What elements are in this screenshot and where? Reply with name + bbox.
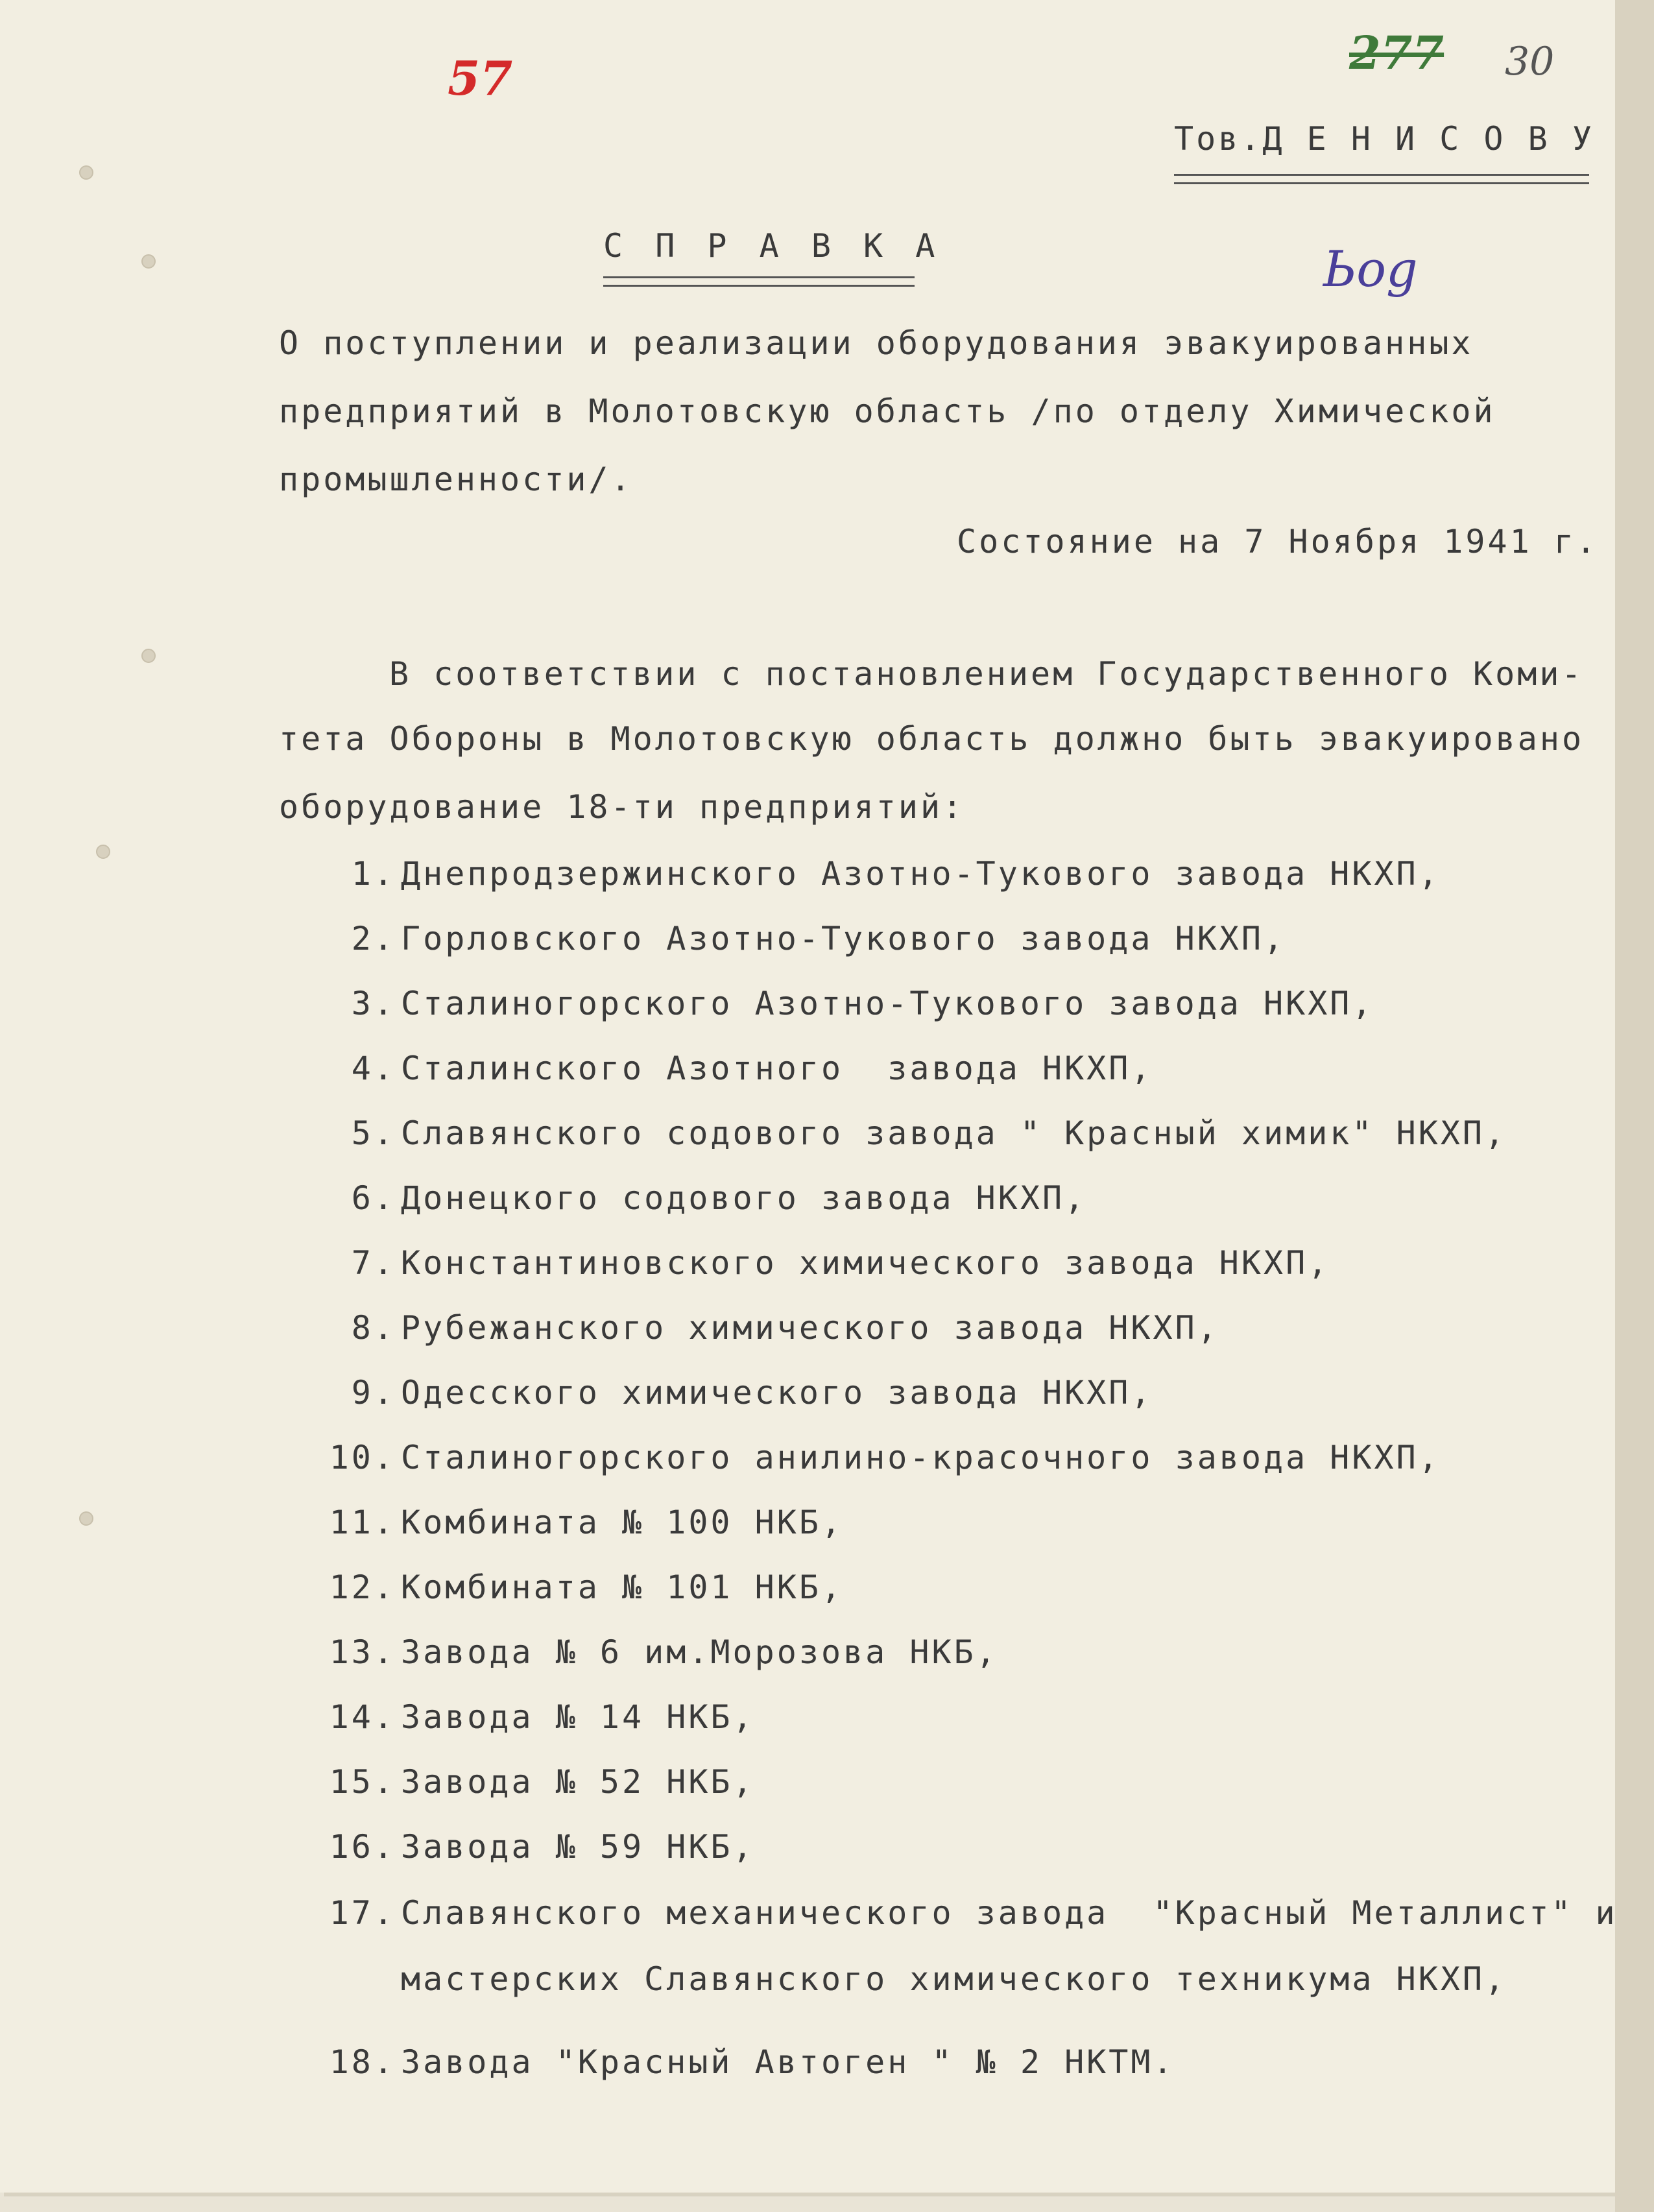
subject-line-1: О поступлении и реализации оборудования эвакуированных	[279, 324, 1474, 362]
addressee: Тов.Д Е Н И С О В У	[1174, 120, 1594, 158]
list-item-text: Сталиногорского Азотно-Тукового завода НКХП,	[401, 985, 1374, 1022]
intro-line-3: оборудование 18-ти предприятий:	[279, 788, 965, 826]
list-item-text: Завода № 59 НКБ,	[401, 1828, 755, 1866]
list-item-text: Комбината № 101 НКБ,	[401, 1569, 844, 1606]
list-item-number: 7.	[351, 1244, 396, 1282]
list-item-text: Славянского механического завода "Красный Металлист" и	[401, 1894, 1618, 1932]
list-item-number: 16.	[329, 1828, 396, 1866]
archive-number-pencil: 30	[1505, 39, 1555, 84]
page-edge	[1615, 0, 1654, 2212]
list-item-text: Днепродзержинского Азотно-Тукового завода НКХП,	[401, 855, 1441, 893]
archive-number-green: 277	[1349, 26, 1444, 80]
list-item-number: 1.	[351, 855, 396, 893]
list-item-number: 17.	[329, 1894, 396, 1932]
list-item-text: Славянского содового завода " Красный химик" НКХП,	[401, 1114, 1507, 1152]
list-item-number: 12.	[329, 1569, 396, 1606]
punch-hole	[141, 649, 156, 663]
archive-number-red: 57	[448, 51, 513, 106]
list-item-text: Сталинского Азотного завода НКХП,	[401, 1050, 1153, 1087]
list-item-number: 3.	[351, 985, 396, 1022]
intro-line-1: В соответствии с постановлением Государственного Коми-	[389, 655, 1584, 693]
list-item-number: 2.	[351, 920, 396, 957]
punch-hole	[79, 165, 93, 180]
list-item-text: Сталиногорского анилино-красочного завода НКХП,	[401, 1439, 1441, 1476]
list-item-number: 6.	[351, 1179, 396, 1217]
punch-hole	[141, 254, 156, 269]
punch-hole	[96, 845, 110, 859]
list-item-text: мастерских Славянского химического техникума НКХП,	[401, 1960, 1507, 1998]
subject-line-3: промышленности/.	[279, 461, 633, 498]
list-item-text: Завода № 52 НКБ,	[401, 1763, 755, 1801]
title-underline	[603, 276, 915, 287]
list-item-text: Константиновского химического завода НКХП,	[401, 1244, 1330, 1282]
list-item-text: Одесского химического завода НКХП,	[401, 1374, 1153, 1412]
list-item-text: Завода № 14 НКБ,	[401, 1698, 755, 1736]
list-item-number: 9.	[351, 1374, 396, 1412]
status-date: Состояние на 7 Ноября 1941 г.	[957, 523, 1598, 560]
list-item-text: Горловского Азотно-Тукового завода НКХП,	[401, 920, 1286, 957]
list-item-number: 5.	[351, 1114, 396, 1152]
list-item-number: 11.	[329, 1504, 396, 1541]
handwritten-note: Ьоg	[1323, 240, 1418, 298]
addressee-underline	[1174, 174, 1589, 184]
intro-line-2: тета Обороны в Молотовскую область должно быть эвакуировано	[279, 720, 1585, 758]
list-item-number: 18.	[329, 2043, 396, 2081]
list-item-number: 10.	[329, 1439, 396, 1476]
list-item-number: 15.	[329, 1763, 396, 1801]
document-title: С П Р А В К А	[603, 227, 942, 265]
list-item-number: 13.	[329, 1633, 396, 1671]
subject-line-2: предприятий в Молотовскую область /по отделу Химической	[279, 392, 1496, 430]
list-item-number: 4.	[351, 1050, 396, 1087]
list-item-text: Рубежанского химического завода НКХП,	[401, 1309, 1219, 1347]
list-item-text: Донецкого содового завода НКХП,	[401, 1179, 1087, 1217]
punch-hole	[79, 1511, 93, 1526]
list-item-text: Завода № 6 им.Морозова НКБ,	[401, 1633, 998, 1671]
list-item-number: 8.	[351, 1309, 396, 1347]
list-item-text: Комбината № 100 НКБ,	[401, 1504, 844, 1541]
list-item-number: 14.	[329, 1698, 396, 1736]
list-item-text: Завода "Красный Автоген " № 2 НКТМ.	[401, 2043, 1175, 2081]
